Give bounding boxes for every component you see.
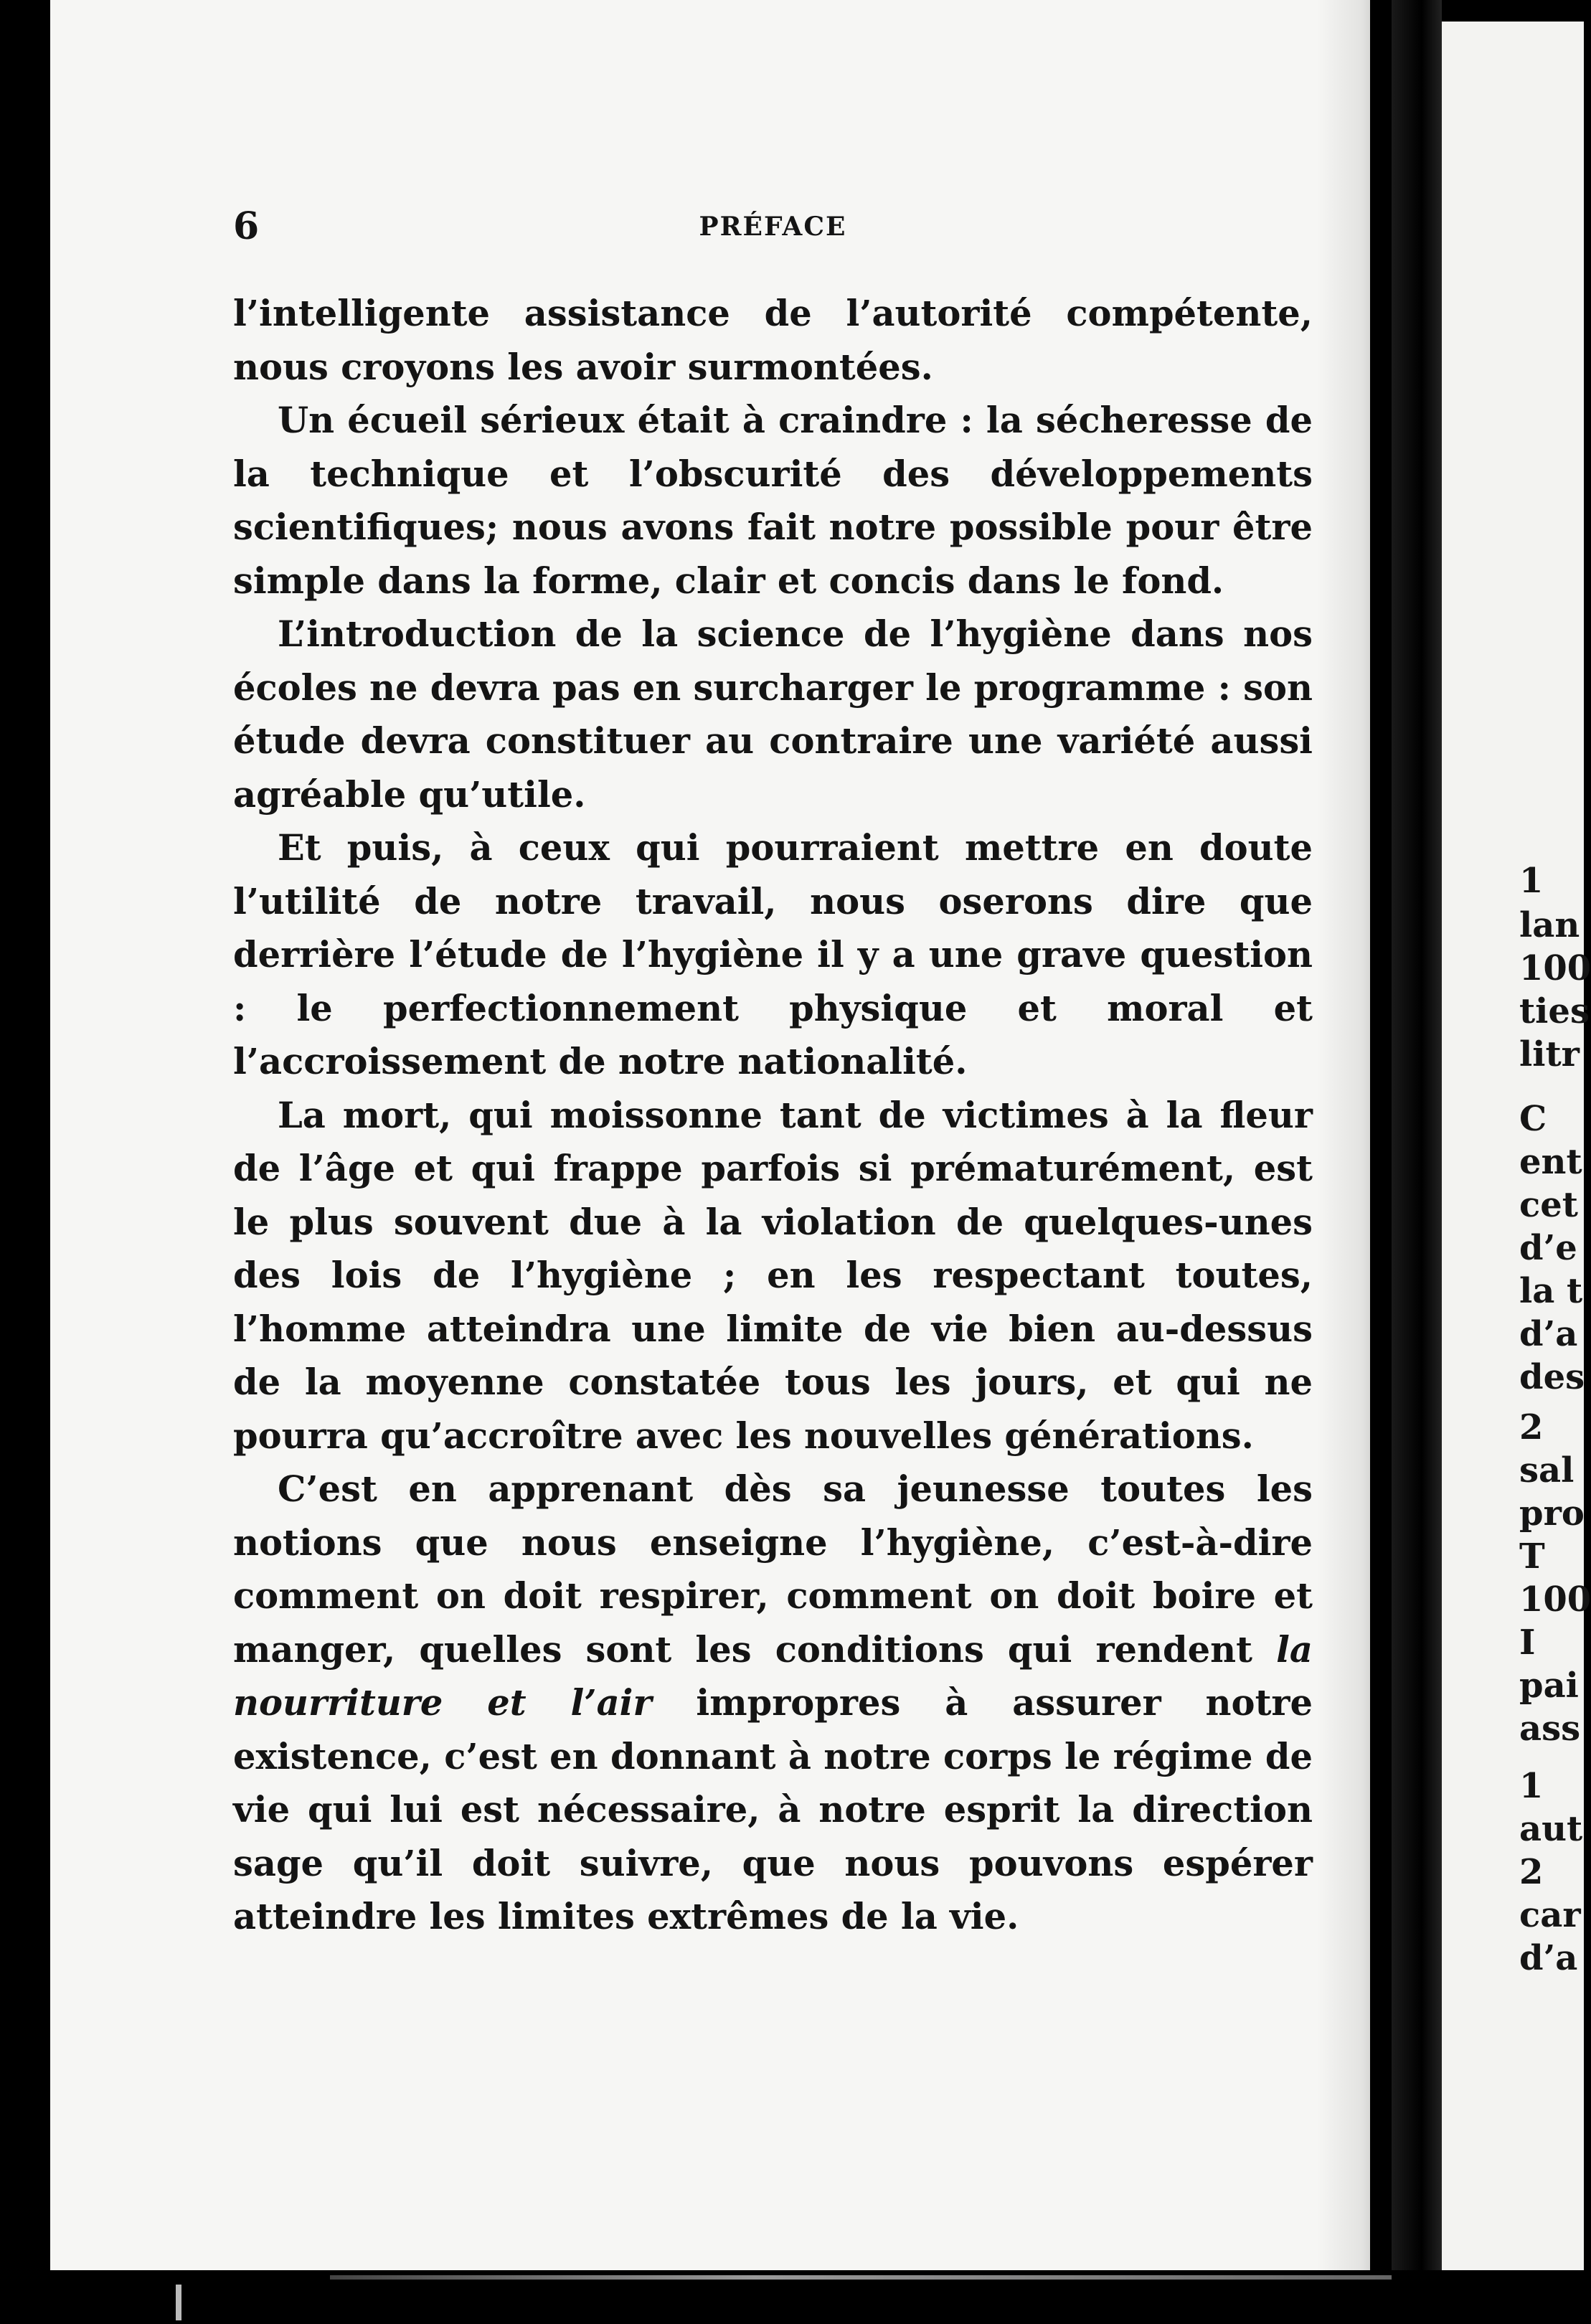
book-gutter [1392, 0, 1442, 2324]
running-head [233, 204, 1313, 247]
facing-page-fragment: 2 [1519, 1407, 1544, 1447]
facing-page-fragment: ass [1519, 1709, 1581, 1749]
facing-page-fragment: pai [1519, 1666, 1579, 1706]
paragraph [233, 287, 1313, 394]
facing-page-fragment: 100 [1519, 948, 1591, 988]
facing-page-fragment: aut [1519, 1809, 1583, 1849]
facing-page-fragment: des [1519, 1357, 1585, 1397]
facing-page-fragment: sal [1519, 1450, 1575, 1491]
facing-page-fragment: 100 [1519, 1579, 1591, 1620]
italic-phrase: la nourriture et l’air [233, 1628, 1313, 1724]
page-number: 6 [233, 204, 260, 248]
page-bottom-edge [330, 2275, 1392, 2280]
facing-page-fragment: car [1519, 1895, 1581, 1935]
facing-page-fragment: cet [1519, 1185, 1578, 1225]
facing-page-fragment: ties [1519, 991, 1590, 1031]
facing-page-fragment: C [1519, 1099, 1547, 1139]
paragraph [233, 608, 1313, 821]
facing-page-fragment: d’a [1519, 1314, 1578, 1354]
body-text [233, 287, 1313, 1944]
facing-page-fragment: litr [1519, 1034, 1580, 1074]
paragraph-text: La mort, qui moissonne tant de victimes à la fleur de l’âge et qui frappe parfois si prématurément, est le plus souvent due à la violation de quelques-unes des lois de l’hygiène ; en les respectant toutes, l’homme atteindra une limite de vie bien au-dessus de la moyenne constatée tous les jours, et qui ne pourra qu’accroître avec les nouvelles générations. [233, 1094, 1313, 1457]
paragraph-text: Et puis, à ceux qui pourraient mettre en doute l’utilité de notre travail, nous oserons dire que derrière l’étude de l’hygiène il y a une grave question : le perfectionnement physique et moral et l’accroissement de notre nationalité. [233, 827, 1313, 1082]
paragraph-text: Un écueil sérieux était à craindre : la sécheresse de la technique et l’obscurité des développements scientifiques; nous avons fait notre possible pour être simple dans la forme, clair et concis dans le fond. [233, 400, 1313, 602]
facing-page-fragment: ent [1519, 1142, 1582, 1182]
paragraph [233, 394, 1313, 608]
paragraph-text: C’est en apprenant dès sa jeunesse toutes les notions que nous enseigne l’hygiène, c’est-à-dire comment on doit respirer, comment on doit boire et manger, quelles sont les conditions qui rendent [233, 1468, 1313, 1671]
paragraph [233, 1089, 1313, 1463]
facing-page-fragment: 1 [1519, 1766, 1544, 1806]
facing-page-fragment: I [1519, 1622, 1536, 1663]
paragraph [233, 1463, 1313, 1944]
scan-mark [176, 2285, 181, 2320]
paragraph-text: l’intelligente assistance de l’autorité compétente, nous croyons les avoir surmontées. [233, 293, 1313, 388]
facing-page-fragment: lan [1519, 905, 1580, 945]
facing-page-fragment: d’e [1519, 1228, 1577, 1268]
running-title: PRÉFACE [699, 212, 847, 242]
paragraph-text: impropres à assurer notre existence, c’est en donnant à notre corps le régime de vie qui lui est nécessaire, à notre esprit la direction sage qu’il doit suivre, que nous pouvons espérer atteindre les limites extrêmes de la vie. [233, 1682, 1313, 1937]
facing-page-fragment: d’a [1519, 1938, 1578, 1978]
facing-page-fragment: la t [1519, 1271, 1583, 1311]
paragraph-text: L’introduction de la science de l’hygiène dans nos écoles ne devra pas en surcharger le programme : son étude devra constituer au contraire une variété aussi agréable qu’utile. [233, 613, 1313, 816]
facing-page-fragment: pro [1519, 1493, 1585, 1534]
facing-page-fragment: T [1519, 1536, 1545, 1577]
paragraph [233, 821, 1313, 1089]
facing-page-fragment: 2 [1519, 1852, 1544, 1892]
facing-page-fragment: 1 [1519, 861, 1544, 901]
